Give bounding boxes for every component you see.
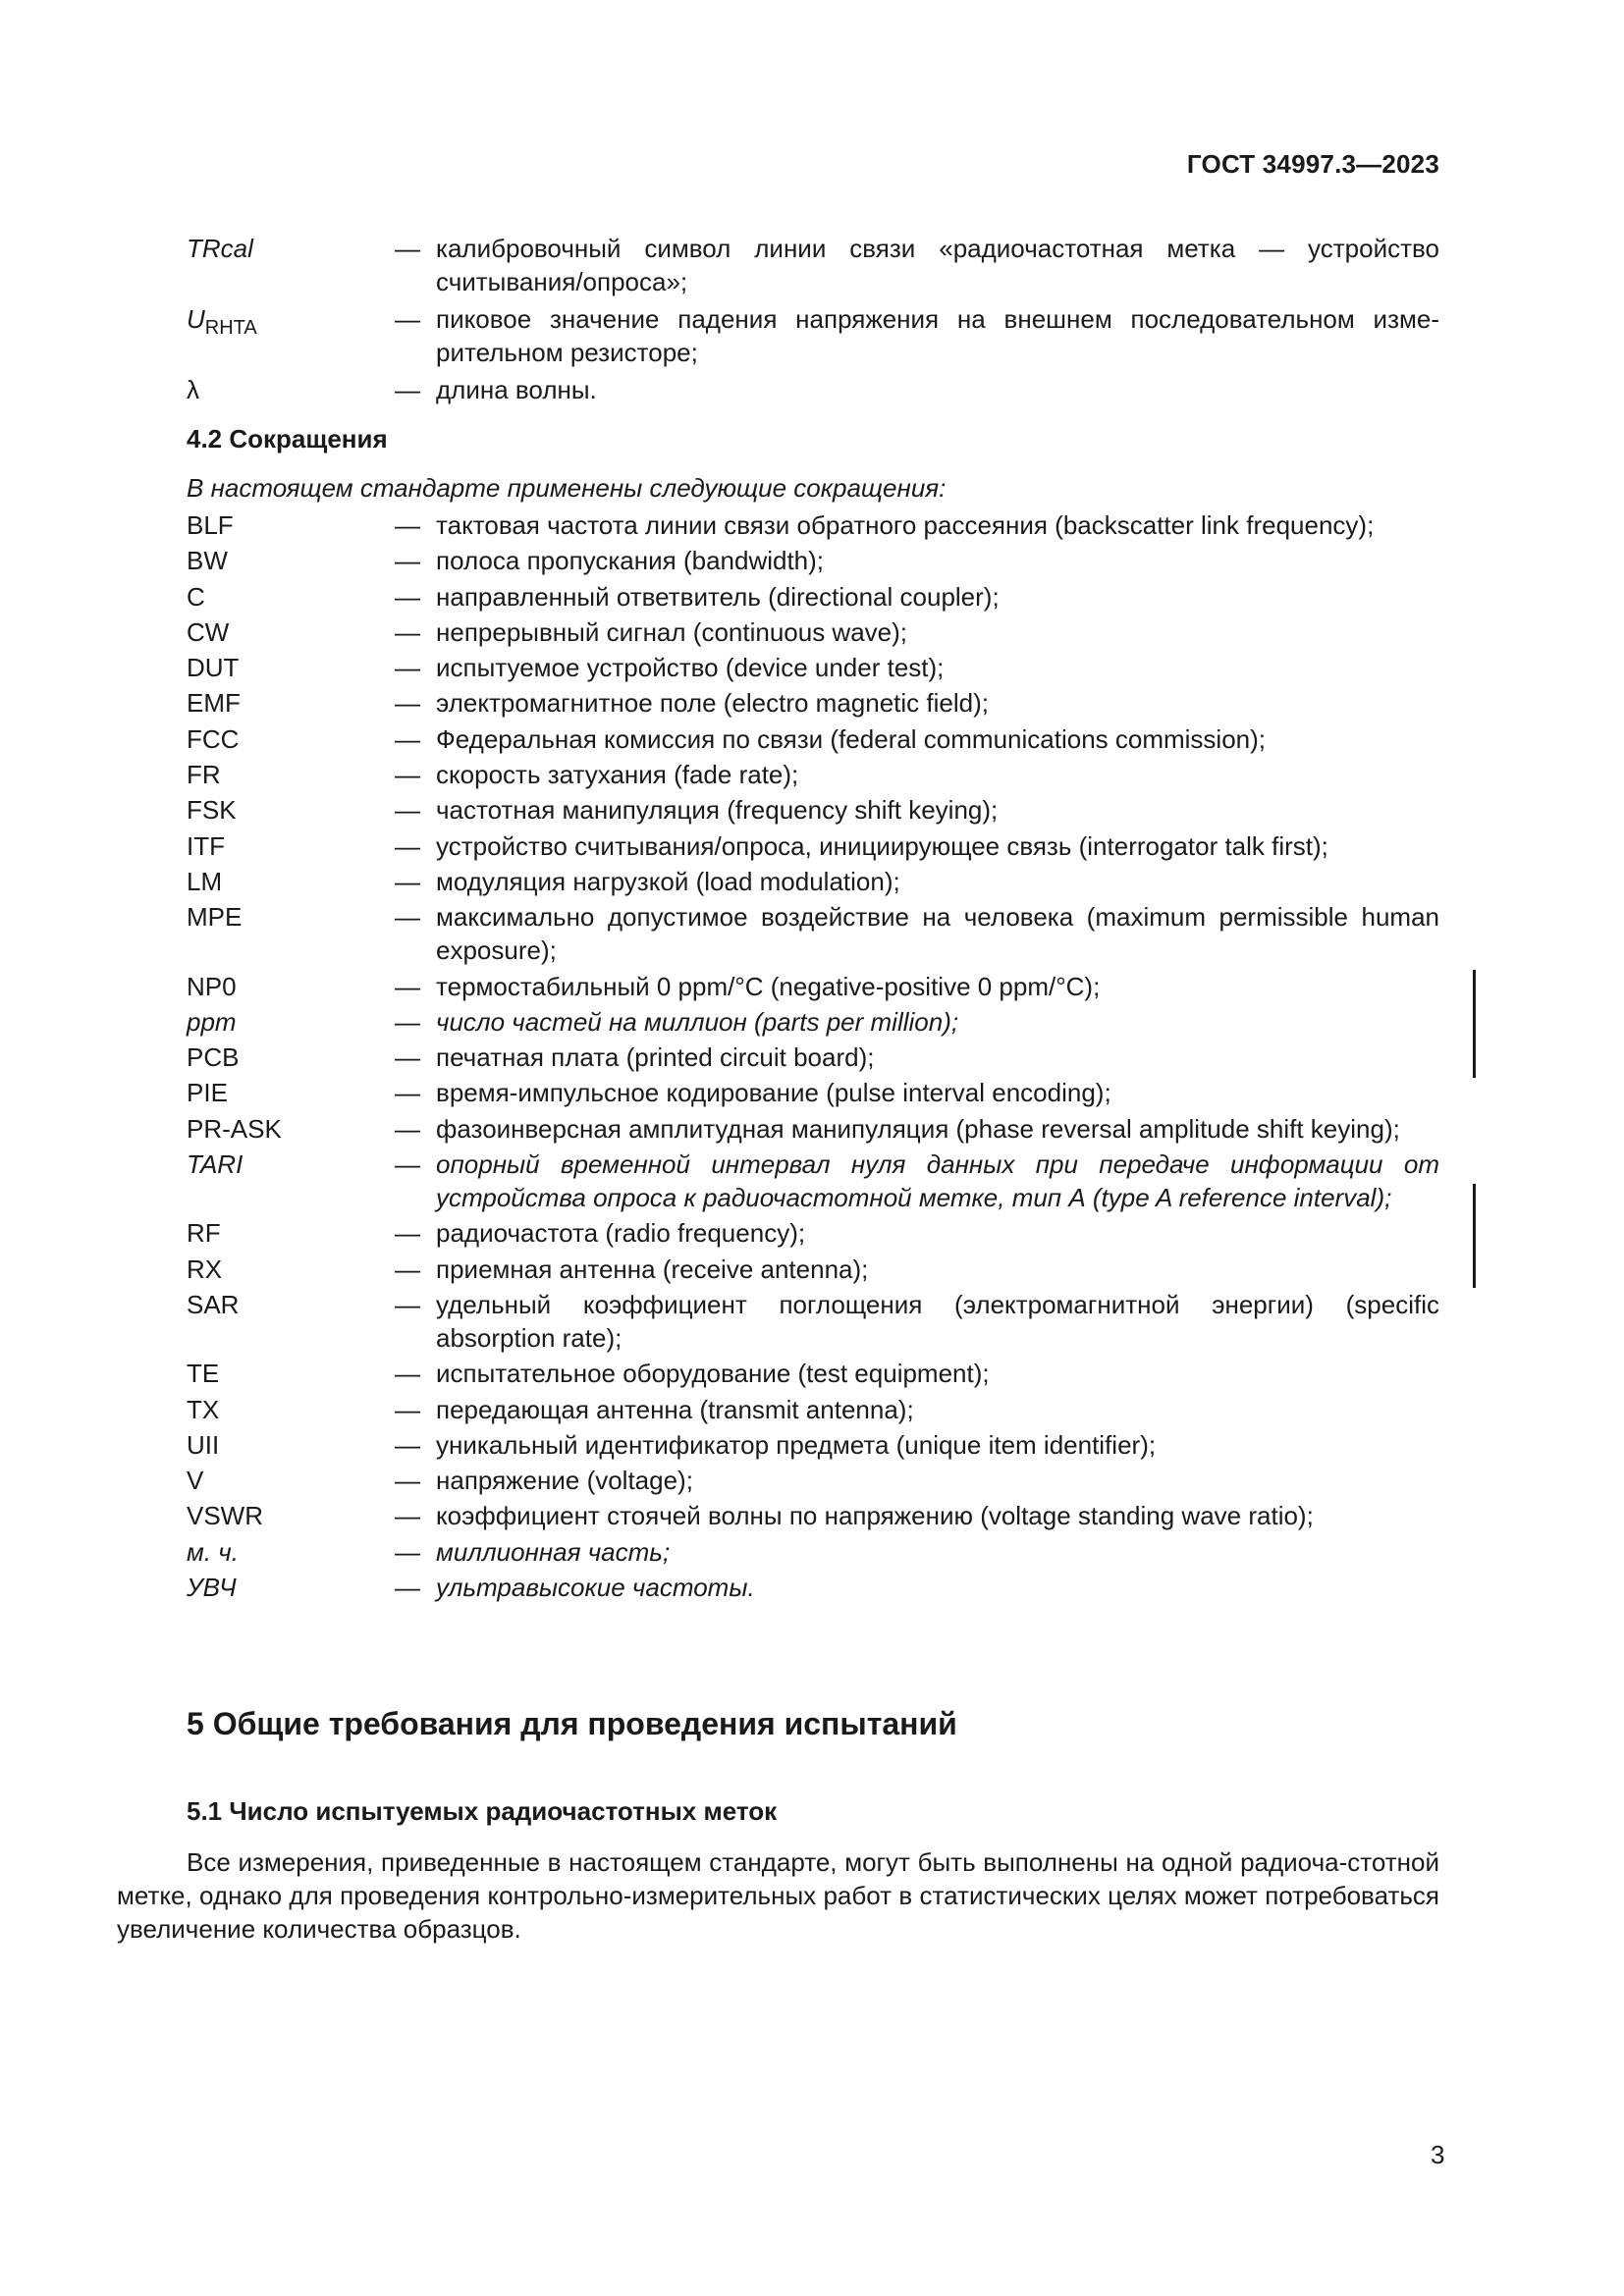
- abbreviation-row: [187, 1428, 1439, 1462]
- dash: —: [395, 304, 420, 334]
- dash: —: [395, 1218, 420, 1249]
- abbreviation-row: [187, 1535, 1439, 1569]
- abbreviations-intro: В настоящем стандарте применены следующие сокращения:: [187, 473, 947, 503]
- document-code: ГОСТ 34997.3—2023: [1186, 149, 1439, 179]
- abbreviation-row: [187, 865, 1439, 898]
- abbreviation-definition: радиочастота (radio frequency);: [436, 1218, 806, 1249]
- abbreviation-term: RF: [187, 1218, 221, 1249]
- abbreviation-row: [187, 829, 1439, 863]
- abbreviation-definition: миллионная часть;: [436, 1536, 671, 1567]
- abbreviation-row: [187, 1076, 1439, 1109]
- abbreviation-definition: электромагнитное поле (electro magnetic field);: [436, 688, 989, 719]
- abbreviation-row: [187, 793, 1439, 827]
- dash: —: [395, 375, 420, 404]
- abbreviation-row: [187, 970, 1439, 1003]
- abbreviation-definition: удельный коэффициент поглощения (электромагнитной энергии) (specific absorption rate);: [436, 1289, 1439, 1353]
- dash: —: [395, 234, 420, 263]
- dash: —: [395, 688, 420, 719]
- abbreviation-definition: модуляция нагрузкой (load modulation);: [436, 866, 900, 896]
- abbreviation-definition: печатная плата (printed circuit board);: [436, 1042, 875, 1073]
- dash: —: [395, 653, 420, 683]
- dash: —: [395, 902, 420, 933]
- abbreviation-row: [187, 544, 1439, 577]
- abbreviation-row: [187, 900, 1439, 967]
- abbreviation-definition: приемная антенна (receive antenna);: [436, 1254, 869, 1284]
- symbol-letter: U: [187, 304, 205, 334]
- abbreviation-row: [187, 1041, 1439, 1074]
- abbreviation-row: [187, 1288, 1439, 1355]
- abbreviation-definition: испытательное оборудование (test equipment);: [436, 1359, 990, 1389]
- abbreviation-term: CW: [187, 616, 230, 647]
- symbol-row: [187, 232, 1439, 298]
- dash: —: [395, 1078, 420, 1108]
- abbreviation-definition: уникальный идентификатор предмета (unique item identifier);: [436, 1429, 1157, 1460]
- abbreviation-term: PR-ASK: [187, 1113, 282, 1144]
- dash: —: [395, 1289, 420, 1319]
- abbreviation-definition: фазоинверсная амплитудная манипуляция (phase reversal amplitude shift keying);: [436, 1113, 1400, 1144]
- symbol-term: λ: [187, 375, 199, 404]
- abbreviation-definition: передающая антенна (transmit antenna);: [436, 1394, 914, 1424]
- abbreviation-row: [187, 615, 1439, 649]
- dash: —: [395, 581, 420, 612]
- abbreviation-term: ITF: [187, 830, 225, 861]
- symbol-definition: пиковое значение падения напряжения на внешнем последовательном изме-рительном резисторе;: [436, 304, 1439, 367]
- abbreviation-term: BW: [187, 546, 228, 576]
- abbreviation-row: [187, 508, 1439, 542]
- abbreviation-definition: ультравысокие частоты.: [436, 1573, 755, 1603]
- abbreviation-definition: направленный ответвитель (directional coupler);: [436, 581, 1000, 612]
- abbreviation-definition: частотная манипуляция (frequency shift keying);: [436, 795, 999, 826]
- symbol-row: [187, 373, 1439, 406]
- abbreviation-definition: полоса пропускания (bandwidth);: [436, 546, 825, 576]
- dash: —: [395, 1573, 420, 1603]
- abbreviation-row: [187, 580, 1439, 614]
- dash: —: [395, 795, 420, 826]
- abbreviation-row: [187, 1148, 1439, 1214]
- abbreviation-term: ppm: [187, 1006, 237, 1037]
- abbreviation-term: VSWR: [187, 1501, 263, 1531]
- abbreviation-definition: напряжение (voltage);: [436, 1466, 693, 1496]
- dash: —: [395, 1254, 420, 1284]
- abbreviation-definition: число частей на миллион (parts per million);: [436, 1006, 959, 1037]
- abbreviation-definition: коэффициент стоячей волны по напряжению (voltage standing wave ratio);: [436, 1501, 1314, 1531]
- dash: —: [395, 760, 420, 790]
- abbreviation-row: [187, 1005, 1439, 1039]
- abbreviation-row: [187, 686, 1439, 720]
- abbreviation-term: RX: [187, 1254, 223, 1284]
- abbreviation-term: UII: [187, 1429, 220, 1460]
- abbreviation-term: NP0: [187, 971, 237, 1001]
- abbreviation-term: TARI: [187, 1149, 244, 1180]
- dash: —: [395, 1042, 420, 1073]
- abbreviation-row: [187, 1112, 1439, 1146]
- dash: —: [395, 510, 420, 540]
- abbreviation-definition: устройство считывания/опроса, инициирующее связь (interrogator talk first);: [436, 830, 1328, 861]
- abbreviation-definition: время-импульсное кодирование (pulse interval encoding);: [436, 1078, 1111, 1108]
- abbreviation-term: EMF: [187, 688, 241, 719]
- abbreviation-term: FCC: [187, 723, 240, 754]
- dash: —: [395, 1113, 420, 1144]
- dash: —: [395, 1536, 420, 1567]
- abbreviation-row: [187, 1393, 1439, 1426]
- abbreviation-definition: скорость затухания (fade rate);: [436, 760, 799, 790]
- abbreviation-definition: опорный временной интервал нуля данных при передаче информации от устройства опроса к радиочастотной метке, тип А (type A reference interval);: [436, 1149, 1439, 1213]
- abbreviation-term: FR: [187, 760, 221, 790]
- abbreviation-term: LM: [187, 866, 223, 896]
- abbreviation-term: TX: [187, 1394, 220, 1424]
- symbol-definition: калибровочный символ линии связи «радиочастотная метка — устройство считывания/опроса»;: [436, 234, 1439, 296]
- dash: —: [395, 723, 420, 754]
- abbreviation-row: [187, 1571, 1439, 1604]
- section-4-2-heading: 4.2 Сокращения: [187, 424, 388, 454]
- abbreviation-term: DUT: [187, 653, 240, 683]
- symbol-definition: длина волны.: [436, 375, 597, 404]
- page-number: 3: [1431, 2140, 1445, 2169]
- change-bar: [1473, 1184, 1476, 1288]
- abbreviation-row: [187, 1357, 1439, 1390]
- abbreviation-term: PIE: [187, 1078, 228, 1108]
- symbol-term: TRcal: [187, 234, 253, 263]
- dash: —: [395, 1466, 420, 1496]
- abbreviation-row: [187, 1216, 1439, 1250]
- abbreviation-definition: тактовая частота линии связи обратного рассеяния (backscatter link frequency);: [436, 510, 1375, 540]
- abbreviation-row: [187, 1464, 1439, 1497]
- abbreviation-definition: испытуемое устройство (device under test);: [436, 653, 945, 683]
- symbols-list: [187, 232, 1439, 410]
- abbreviation-row: [187, 1499, 1439, 1532]
- section-5-heading: 5 Общие требования для проведения испытаний: [187, 1706, 957, 1741]
- abbreviation-term: PCB: [187, 1042, 240, 1073]
- abbreviation-row: [187, 758, 1439, 791]
- section-5-1-paragraph: Все измерения, приведенные в настоящем стандарте, могут быть выполнены на одной радиоча-стотной метке, однако для проведения контрольно-измерительных работ в статистических целях может потребоваться увеличение количества образцов.: [117, 1847, 1439, 1944]
- abbreviation-term: SAR: [187, 1289, 240, 1319]
- abbreviations-list: [187, 508, 1439, 1606]
- abbreviation-definition: Федеральная комиссия по связи (federal communications commission);: [436, 723, 1267, 754]
- dash: —: [395, 616, 420, 647]
- dash: —: [395, 971, 420, 1001]
- abbreviation-row: [187, 651, 1439, 684]
- dash: —: [395, 1006, 420, 1037]
- dash: —: [395, 546, 420, 576]
- change-bar: [1473, 970, 1476, 1078]
- symbol-row: [187, 302, 1439, 369]
- dash: —: [395, 1359, 420, 1389]
- dash: —: [395, 1394, 420, 1424]
- symbol-subscript: RHTA: [204, 317, 257, 339]
- abbreviation-term: MPE: [187, 902, 243, 933]
- abbreviation-term: TE: [187, 1359, 220, 1389]
- abbreviation-term: BLF: [187, 510, 234, 540]
- abbreviation-term: V: [187, 1466, 204, 1496]
- dash: —: [395, 830, 420, 861]
- abbreviation-row: [187, 1253, 1439, 1286]
- dash: —: [395, 1501, 420, 1531]
- abbreviation-definition: непрерывный сигнал (continuous wave);: [436, 616, 908, 647]
- section-5-1-heading: 5.1 Число испытуемых радиочастотных меток: [187, 1796, 778, 1826]
- abbreviation-term: FSK: [187, 795, 237, 826]
- dash: —: [395, 1149, 420, 1180]
- symbol-term: [187, 302, 395, 369]
- abbreviation-term: УВЧ: [187, 1573, 237, 1603]
- dash: —: [395, 1429, 420, 1460]
- abbreviation-row: [187, 722, 1439, 756]
- abbreviation-term: м. ч.: [187, 1536, 239, 1567]
- abbreviation-definition: термостабильный 0 ppm/°C (negative-positive 0 ppm/°C);: [436, 971, 1101, 1001]
- abbreviation-definition: максимально допустимое воздействие на человека (maximum permissible human exposure);: [436, 902, 1439, 966]
- abbreviation-term: C: [187, 581, 205, 612]
- dash: —: [395, 866, 420, 896]
